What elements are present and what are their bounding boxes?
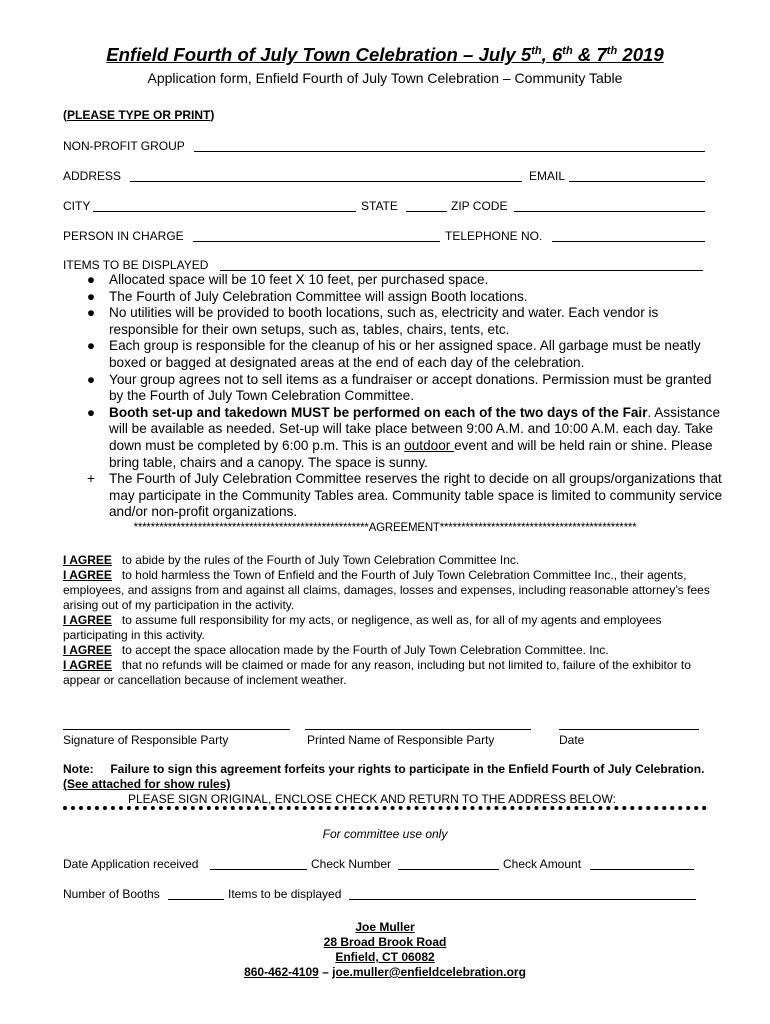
bullet-icon: ● [86,404,96,420]
person-label: PERSON IN CHARGE [63,229,184,243]
agreement-item: I AGREE that no refunds will be claimed or made for any reason, including but not limited to, failure of the exhibitor to appear or cancellation because of inclement weather. [63,658,691,687]
state-field[interactable] [406,211,447,212]
bullet-icon: ● [86,272,96,287]
rule-item: ● Booth set-up and takedown MUST be performed on each of the two days of the Fair. Assistance will be available as needed. Set-up will take place between 9:00 A.M. and 10:00 A.M. each day. Take down must be completed by 6:00 p.m. This is an outdoor event and will be held rain or shine. Please bring table, chairs and a canopy. The space is sunny. [84,405,724,471]
rule-item: ● No utilities will be provided to booth locations, such as, electricity and water. Each vendor is responsible for their own setups, such as, tables, chairs, tents, etc. [84,305,724,338]
items-field[interactable] [220,270,703,271]
rule-item: + The Fourth of July Celebration Committee reserves the right to decide on all groups/organizations that may participate in the Community Tables area. Community table space is limited to community service and/or non-profit organizations. [84,471,724,521]
signature-label: Signature of Responsible Party [63,733,229,747]
contact-name: Joe Muller [355,920,415,934]
note-text: Note: Failure to sign this agreement forfeits your rights to participate in the Enfield Fourth of July Celebration. (See attached for show rules) [63,762,705,791]
items-label: ITEMS TO BE DISPLAYED [63,258,209,272]
dotted-divider [63,806,707,810]
bullet-icon: ● [86,371,96,387]
telephone-field[interactable] [552,241,705,242]
page-title: Enfield Fourth of July Town Celebration – July 5th, 6th & 7th 2019 [106,44,664,65]
email-label: EMAIL [529,169,566,183]
city-label: CITY [63,199,91,213]
printed-name-field[interactable] [305,729,531,730]
zip-field[interactable] [514,211,705,212]
check-number-field[interactable] [398,869,499,870]
person-field[interactable] [193,241,440,242]
items-displayed-field[interactable] [349,899,696,900]
page-subtitle: Application form, Enfield Fourth of July Town Celebration – Community Table [147,70,623,86]
agreement-list [63,553,713,688]
signature-field[interactable] [63,729,290,730]
bullet-icon: ● [86,288,96,304]
rules-list [84,272,724,521]
check-number-label: Check Number [311,857,392,871]
rule-item: ● The Fourth of July Celebration Committee will assign Booth locations. [84,289,724,306]
date-received-field[interactable] [210,869,307,870]
rule-item: ● Your group agrees not to sell items as a fundraiser or accept donations. Permission must be granted by the Fourth of July Town Celebration Committee. [84,372,724,405]
items-displayed-label: Items to be displayed [228,887,342,901]
plus-bullet-icon: + [87,471,95,487]
nonprofit-field[interactable] [194,151,705,152]
telephone-label: TELEPHONE NO. [445,229,543,243]
printed-name-label: Printed Name of Responsible Party [307,733,495,747]
agreement-item: I AGREE to abide by the rules of the Fourth of July Town Celebration Committee Inc. [63,553,520,567]
contact-email-link[interactable]: joe.muller@enfieldcelebration.org [332,965,526,979]
committee-heading: For committee use only [322,827,448,841]
rule-item: ● Each group is responsible for the cleanup of his or her assigned space. All garbage must be neatly boxed or bagged at designated areas at the end of each day of the celebration. [84,338,724,371]
agreement-item: I AGREE to assume full responsibility for my acts, or negligence, as well as, for all of my agents and employees participating in this activity. [63,613,662,642]
agreement-divider: *******************************************************AGREEMENT********************************************** [133,522,637,534]
contact-city: Enfield, CT 06082 [335,950,435,964]
contact-street: 28 Broad Brook Road [323,935,447,949]
date-label: Date [559,733,585,747]
bullet-icon: ● [86,305,96,321]
contact-phone-email: 860-462-4109 – joe.muller@enfieldcelebration.org [244,965,526,979]
email-field[interactable] [569,181,705,182]
bullet-icon: ● [86,338,96,354]
return-instruction: PLEASE SIGN ORIGINAL, ENCLOSE CHECK AND RETURN TO THE ADDRESS BELOW: [128,792,616,806]
print-instruction: (PLEASE TYPE OR PRINT) [63,108,215,122]
rule-item: ● Allocated space will be 10 feet X 10 feet, per purchased space. [84,272,724,289]
date-received-label: Date Application received [63,857,199,871]
nonprofit-label: NON-PROFIT GROUP [63,139,185,153]
date-field[interactable] [559,729,699,730]
check-amount-label: Check Amount [503,857,582,871]
address-field[interactable] [130,181,522,182]
check-amount-field[interactable] [590,869,694,870]
city-field[interactable] [93,211,356,212]
num-booths-label: Number of Booths [63,887,160,901]
state-label: STATE [361,199,398,213]
agreement-item: I AGREE to accept the space allocation made by the Fourth of July Town Celebration Committee. Inc. [63,643,609,657]
contact-phone[interactable]: 860-462-4109 [244,965,319,979]
agreement-item: I AGREE to hold harmless the Town of Enfield and the Fourth of July Town Celebration Committee Inc., their agents, employees, and assigns from and against all claims, damages, losses and expenses, including reasonable attorney’s fees arising out of my participation in the activity. [63,568,710,612]
num-booths-field[interactable] [168,899,224,900]
address-label: ADDRESS [63,169,122,183]
zip-label: ZIP CODE [451,199,508,213]
